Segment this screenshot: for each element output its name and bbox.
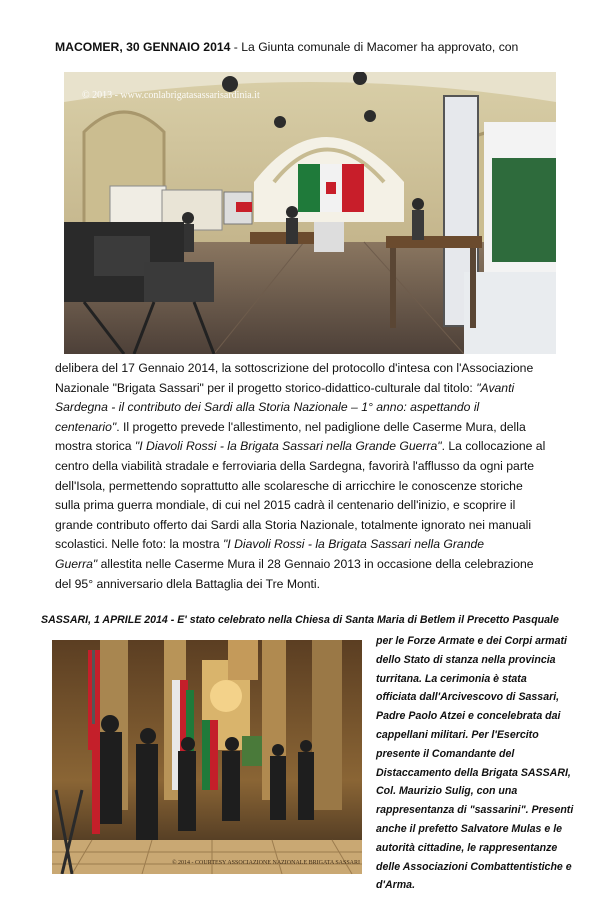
body-text: centro della viabilità stradale e ferroviaria della Sardegna, favorirà l'afflusso da ogni parte: [55, 459, 535, 473]
article1-line: [55, 358, 533, 378]
article1-line: [55, 417, 526, 437]
article2-line: autorità cittadine, le rappresentanze: [376, 841, 558, 854]
italic-text: Sardegna - il contributo dei Sardi alla Storia Nazionale – 1° anno: aspettando il: [55, 400, 480, 415]
article2-line: Distaccamento della Brigata SASSARI,: [376, 766, 571, 779]
article1-line: [55, 534, 484, 554]
article2-line: Padre Paolo Atzei e concelebrata dai: [376, 710, 561, 723]
article2-line: officiata dall'Arcivescovo di Sassari,: [376, 691, 560, 704]
body-text: grande contributo offerto dai Sardi alla Storia Nazionale, totalmente ignorato nei manuali: [55, 517, 532, 532]
article2-line: cappellani militari. Per l'Esercito: [376, 729, 539, 741]
article1-line: [55, 574, 320, 594]
article2-line: dello Stato di stanza nella provincia: [376, 653, 556, 666]
body-text: . La collocazione al: [441, 439, 546, 454]
body-text: mostra storica: [55, 439, 135, 454]
article2-line: per le Forze Armate e dei Corpi armati: [376, 635, 567, 647]
body-text: dell'Isola, permettendo soprattutto alle scolaresche di arricchire le conoscenze storiche: [55, 478, 523, 493]
article1-line: [55, 397, 479, 417]
article2-line: d'Arma.: [376, 879, 416, 892]
article2-header: SASSARI, 1 APRILE 2014 - E' stato celebrato nella Chiesa di Santa Maria di Betlem il Precetto Pasquale: [41, 614, 559, 626]
italic-text: centenario": [55, 419, 117, 434]
italic-text: Guerra": [55, 557, 98, 571]
body-text: allestita nelle Caserme Mura il 28 Gennaio 2013 in occasione della celebrazione: [97, 557, 534, 571]
body-text: sulla prima guerra mondiale, di cui nel 2015 cadrà il centenario dell'inizio, e scoprire il: [55, 498, 516, 513]
italic-text: "Avanti: [476, 380, 515, 395]
body-text: . Il progetto prevede l'allestimento, nel padiglione delle Caserme Mura, della: [116, 419, 526, 434]
body-text: Nazionale "Brigata Sassari" per il progetto storico-didattico-culturale dal titolo:: [55, 380, 477, 395]
church-ceremony-illustration: [52, 640, 362, 874]
article1-line: [55, 495, 515, 515]
italic-text: "I Diavoli Rossi - la Brigata Sassari nella Grande Guerra": [134, 439, 442, 454]
photo-watermark: © 2013 - www.conlabrigatasassarisardinia.it: [82, 90, 260, 101]
italic-text: "I Diavoli Rossi - la Brigata Sassari nella Grande: [222, 537, 485, 552]
body-text: delibera del 17 Gennaio 2014, la sottoscrizione del protocollo d'intesa con l'Associazione: [55, 361, 534, 375]
exhibition-hall-illustration: [64, 72, 556, 354]
article2-line: anche il prefetto Salvatore Mulas e le: [376, 823, 563, 835]
article2-line: Col. Maurizio Sulig, con una: [376, 785, 518, 798]
article2-line: turritana. La cerimonia è stata: [376, 672, 527, 685]
article2-line: presente il Comandante del: [376, 747, 515, 760]
exhibition-hall-photo: [64, 72, 556, 354]
article2-line: delle Associazioni Combattentistiche e: [376, 860, 572, 873]
article2-line: rappresentanza di "sassarini". Presenti: [376, 804, 574, 817]
article1-line: [55, 554, 534, 574]
article1-lede: [55, 40, 518, 54]
article1-line: [55, 515, 531, 535]
photo2-watermark: © 2014 - COURTESY ASSOCIAZIONE NAZIONALE BRIGATA SASSARI: [172, 860, 361, 866]
body-text: scolastici. Nelle foto: la mostra: [55, 537, 223, 552]
article1-line: [55, 456, 534, 476]
article1-lede-text: - La Giunta comunale di Macomer ha approvato, con: [230, 40, 519, 54]
body-text: del 95° anniversario dlela Battaglia dei Tre Monti.: [55, 576, 321, 591]
church-ceremony-photo: [52, 640, 362, 874]
article1-line: [55, 436, 545, 456]
article1-dateline: MACOMER, 30 GENNAIO 2014: [55, 40, 231, 54]
article1-line: [55, 378, 514, 398]
article1-line: [55, 476, 523, 496]
